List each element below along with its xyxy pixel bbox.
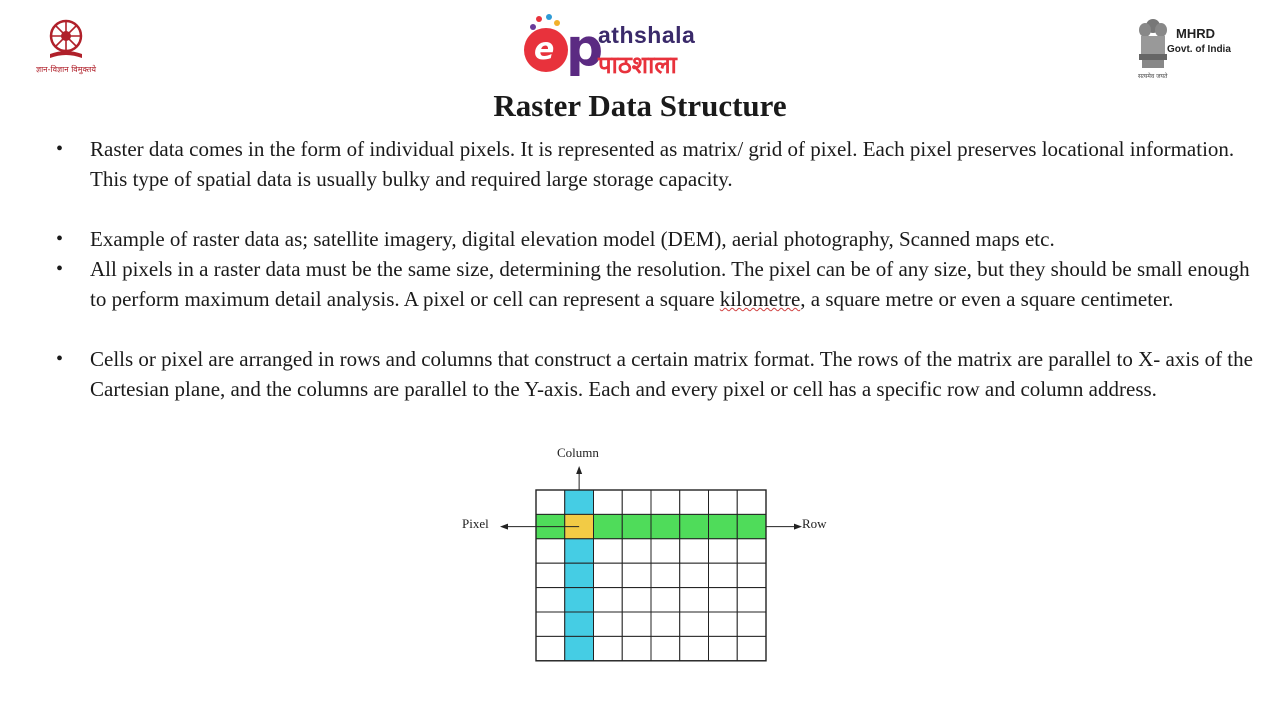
grid-cell <box>651 588 680 612</box>
grid-cell <box>680 588 709 612</box>
grid-cell <box>622 563 651 587</box>
grid-cell <box>709 539 738 563</box>
highlighted-row-cell <box>594 514 623 538</box>
highlighted-row-cell <box>680 514 709 538</box>
grid-cell <box>536 490 565 514</box>
grid-cell <box>709 636 738 660</box>
highlighted-column-cell <box>565 636 594 660</box>
grid-cell <box>680 612 709 636</box>
logo-hindi-text: पाठशाला <box>598 51 677 79</box>
grid-cell <box>536 612 565 636</box>
grid-cell <box>536 588 565 612</box>
grid-cell <box>709 490 738 514</box>
highlighted-row-cell <box>651 514 680 538</box>
grid-cell <box>651 612 680 636</box>
bullet-item: • Raster data comes in the form of individual pixels. It is represented as matrix/ grid of pixel. Each pixel preserves locational information. This type of spatial data is usually bulky and required large storage capacity. <box>56 134 1270 194</box>
pixel-arrow-head <box>500 524 508 530</box>
bullet-item: • Example of raster data as; satellite imagery, digital elevation model (DEM), aerial photography, Scanned maps etc. <box>56 224 1270 254</box>
ugc-emblem-icon <box>46 18 86 62</box>
grid-cell <box>680 490 709 514</box>
grid-cell <box>680 636 709 660</box>
grid-cell <box>651 490 680 514</box>
grid-cell <box>594 539 623 563</box>
bullet-item: • Cells or pixel are arranged in rows and columns that construct a certain matrix format. The rows of the matrix are parallel to X- axis of the Cartesian plane, and the columns are parallel to the Y-axis. Each and every pixel or cell has a specific row and column address. <box>56 344 1270 404</box>
highlighted-column-cell <box>565 588 594 612</box>
highlighted-row-cell <box>737 514 766 538</box>
bullet-text: , a square metre or even a square centimeter. <box>800 287 1174 311</box>
grid-cell <box>737 539 766 563</box>
grid-cell <box>651 563 680 587</box>
epathshala-logo <box>522 14 752 84</box>
mhrd-title: MHRD <box>1176 26 1215 41</box>
grid-cell <box>709 563 738 587</box>
raster-grid-diagram <box>454 440 854 700</box>
emblem-caption: सत्यमेव जयते <box>1138 73 1168 80</box>
ugc-logo <box>30 18 102 80</box>
highlighted-column-cell <box>565 563 594 587</box>
grid-cell <box>651 539 680 563</box>
grid-cell <box>622 636 651 660</box>
grid-cell <box>594 588 623 612</box>
grid-cell <box>737 563 766 587</box>
grid-cell <box>651 636 680 660</box>
highlighted-row-cell <box>709 514 738 538</box>
national-emblem-icon <box>1136 16 1170 74</box>
grid-cell <box>737 490 766 514</box>
row-label: Row <box>802 516 827 531</box>
highlighted-column-cell <box>565 612 594 636</box>
mhrd-logo <box>1136 16 1256 82</box>
grid-cell <box>709 612 738 636</box>
column-arrow-head <box>576 466 582 474</box>
logo-english-text: athshala <box>598 22 696 48</box>
grid-cell <box>622 490 651 514</box>
spellcheck-word: kilometre <box>719 287 801 311</box>
highlighted-column-cell <box>565 539 594 563</box>
grid-cell <box>737 612 766 636</box>
grid-cell <box>594 490 623 514</box>
mhrd-subtitle: Govt. of India <box>1167 44 1231 55</box>
grid-cell <box>709 588 738 612</box>
grid-cell <box>622 539 651 563</box>
row-arrow-head <box>794 524 802 530</box>
bullet-list <box>56 134 1270 404</box>
ugc-caption: ज्ञान-विज्ञान विमुक्तये <box>35 65 97 74</box>
grid-cell <box>536 563 565 587</box>
grid-cell <box>680 539 709 563</box>
bullet-item <box>56 254 1270 314</box>
grid-cell <box>680 563 709 587</box>
highlighted-row-cell <box>622 514 651 538</box>
grid-cell <box>737 588 766 612</box>
grid-cell <box>622 612 651 636</box>
pixel-label: Pixel <box>462 516 489 531</box>
grid-cell <box>594 612 623 636</box>
raster-grid-svg <box>454 440 854 700</box>
logo-e-circle-icon: e <box>524 28 568 72</box>
grid-cell <box>594 636 623 660</box>
column-label: Column <box>557 445 599 460</box>
grid-cell <box>536 636 565 660</box>
grid-cell <box>594 563 623 587</box>
highlighted-column-cell <box>565 490 594 514</box>
logo-p-glyph-icon: p <box>566 18 604 78</box>
bullet-text: All pixels in a raster data must be the same size, determining the resolution. The pixel can be of any size, but they should be small enough to perform maximum detail analysis. A pixel or cell can represent a square <box>90 257 1250 311</box>
grid-cell <box>536 539 565 563</box>
slide-title: Raster Data Structure <box>493 88 787 123</box>
grid-cell <box>622 588 651 612</box>
grid-cell <box>737 636 766 660</box>
